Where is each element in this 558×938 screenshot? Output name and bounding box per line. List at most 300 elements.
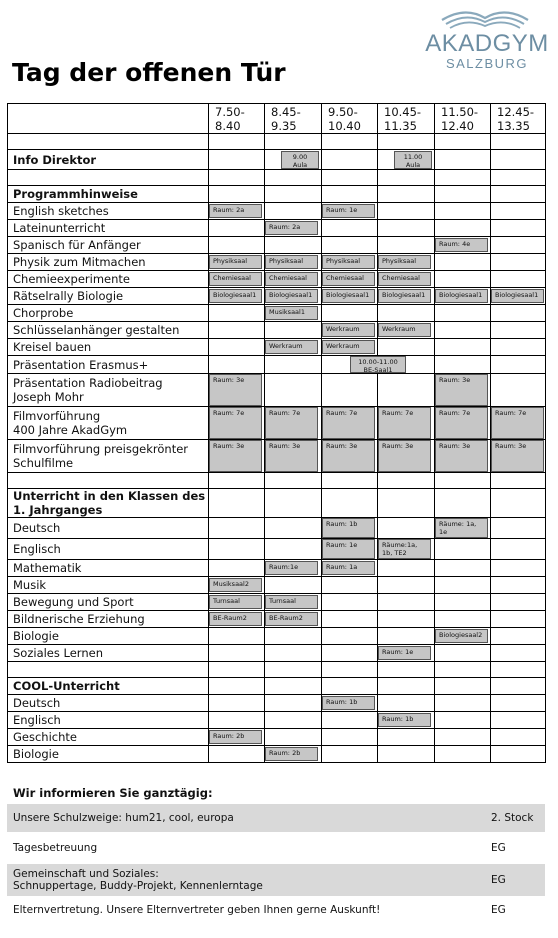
time-slot-header: 12.45- 13.35 bbox=[491, 104, 546, 134]
table-cell bbox=[322, 518, 378, 539]
row-label: Biologie bbox=[8, 628, 209, 645]
table-cell bbox=[8, 170, 209, 186]
room-slot: Raum: 3e bbox=[435, 374, 488, 406]
table-cell bbox=[491, 628, 546, 645]
table-cell bbox=[265, 539, 322, 560]
row-label: Englisch bbox=[8, 712, 209, 729]
room-slot: Raum:1e bbox=[265, 561, 318, 575]
table-cell bbox=[435, 645, 491, 662]
info-location: 2. Stock bbox=[491, 812, 534, 824]
table-cell bbox=[435, 560, 491, 577]
table-cell bbox=[378, 237, 435, 254]
table-cell bbox=[491, 489, 546, 518]
table-cell bbox=[8, 134, 209, 150]
table-cell bbox=[209, 712, 265, 729]
room-slot: Chemiesaal bbox=[378, 272, 431, 286]
table-cell bbox=[378, 254, 435, 271]
info-row bbox=[7, 896, 545, 924]
table-row bbox=[8, 729, 546, 746]
table-cell bbox=[322, 374, 378, 407]
row-label: Präsentation Radiobeitrag Joseph Mohr bbox=[8, 374, 209, 407]
table-cell bbox=[378, 322, 435, 339]
room-slot: Raum: 2b bbox=[209, 730, 262, 744]
table-cell bbox=[209, 356, 265, 374]
table-cell bbox=[322, 237, 378, 254]
row-label: Schlüsselanhänger gestalten bbox=[8, 322, 209, 339]
table-cell bbox=[378, 170, 435, 186]
table-cell bbox=[322, 440, 378, 473]
room-slot: Biologiesaal2 bbox=[435, 629, 488, 643]
room-slot: Raum: 7e bbox=[209, 407, 262, 439]
table-cell bbox=[491, 356, 546, 374]
room-slot: Chemiesaal bbox=[209, 272, 262, 286]
room-slot: Raum: 1b bbox=[378, 713, 431, 727]
info-row bbox=[7, 864, 545, 896]
room-slot: Raum: 7e bbox=[265, 407, 318, 439]
room-slot: BE-Raum2 bbox=[209, 612, 262, 626]
table-cell bbox=[491, 288, 546, 305]
table-row bbox=[8, 134, 546, 150]
table-row bbox=[8, 662, 546, 678]
table-cell bbox=[378, 150, 435, 170]
room-slot: Raum: 7e bbox=[378, 407, 431, 439]
table-cell bbox=[435, 746, 491, 763]
table-cell bbox=[265, 577, 322, 594]
table-cell bbox=[322, 628, 378, 645]
table-cell bbox=[322, 678, 378, 695]
table-cell bbox=[435, 271, 491, 288]
table-cell bbox=[491, 560, 546, 577]
room-slot: Werkraum bbox=[322, 340, 375, 354]
room-slot: Physiksaal bbox=[378, 255, 431, 269]
table-cell bbox=[265, 203, 322, 220]
page-title: Tag der offenen Tür bbox=[12, 58, 286, 87]
table-cell bbox=[265, 729, 322, 746]
table-cell bbox=[435, 539, 491, 560]
table-row bbox=[8, 489, 546, 518]
table-cell bbox=[322, 712, 378, 729]
table-cell bbox=[491, 729, 546, 746]
table-cell bbox=[491, 322, 546, 339]
table-cell bbox=[435, 134, 491, 150]
table-row bbox=[8, 645, 546, 662]
table-cell bbox=[491, 186, 546, 203]
table-cell bbox=[378, 374, 435, 407]
table-cell bbox=[322, 170, 378, 186]
table-cell bbox=[378, 271, 435, 288]
table-row bbox=[8, 271, 546, 288]
table-row bbox=[8, 322, 546, 339]
table-cell bbox=[209, 407, 265, 440]
table-cell bbox=[491, 220, 546, 237]
table-row bbox=[8, 288, 546, 305]
table-cell bbox=[435, 440, 491, 473]
room-slot: Räume:1a, 1b, TE2 bbox=[378, 539, 431, 559]
table-row bbox=[8, 440, 546, 473]
table-cell bbox=[491, 203, 546, 220]
room-slot: Werkraum bbox=[378, 323, 431, 337]
table-cell bbox=[378, 628, 435, 645]
table-cell bbox=[265, 254, 322, 271]
room-slot: Raum: 7e bbox=[491, 407, 544, 439]
table-row bbox=[8, 746, 546, 763]
table-cell bbox=[322, 288, 378, 305]
table-cell bbox=[322, 254, 378, 271]
table-cell bbox=[435, 356, 491, 374]
table-row bbox=[8, 678, 546, 695]
table-cell bbox=[265, 374, 322, 407]
table-cell bbox=[209, 645, 265, 662]
table-cell bbox=[491, 134, 546, 150]
table-cell bbox=[209, 150, 265, 170]
table-cell bbox=[265, 678, 322, 695]
room-slot: Raum: 2a bbox=[265, 221, 318, 235]
table-cell bbox=[265, 186, 322, 203]
table-cell bbox=[378, 560, 435, 577]
table-row bbox=[8, 150, 546, 170]
table-cell bbox=[491, 374, 546, 407]
table-cell bbox=[378, 440, 435, 473]
table-cell bbox=[322, 746, 378, 763]
table-cell bbox=[209, 134, 265, 150]
section-heading: COOL-Unterricht bbox=[8, 678, 209, 695]
table-cell bbox=[435, 254, 491, 271]
table-cell bbox=[209, 628, 265, 645]
table-cell bbox=[378, 577, 435, 594]
table-cell bbox=[378, 305, 435, 322]
room-slot: Raum: 3e bbox=[209, 440, 262, 472]
table-cell bbox=[265, 695, 322, 712]
info-text: Gemeinschaft und Soziales: Schnuppertage, Buddy-Projekt, Kennenlerntage bbox=[13, 868, 263, 892]
table-cell bbox=[378, 288, 435, 305]
table-cell bbox=[491, 254, 546, 271]
table-cell bbox=[435, 729, 491, 746]
table-cell bbox=[435, 678, 491, 695]
table-row bbox=[8, 407, 546, 440]
table-cell bbox=[435, 374, 491, 407]
room-slot: Raum: 1e bbox=[322, 204, 375, 218]
table-cell bbox=[491, 539, 546, 560]
table-cell bbox=[435, 577, 491, 594]
table-cell bbox=[209, 473, 265, 489]
table-cell bbox=[265, 220, 322, 237]
table-cell bbox=[435, 518, 491, 539]
room-slot: Physiksaal bbox=[265, 255, 318, 269]
row-label: Deutsch bbox=[8, 695, 209, 712]
table-cell bbox=[322, 271, 378, 288]
table-cell bbox=[322, 339, 378, 356]
room-slot: Raum: 1a bbox=[322, 561, 375, 575]
row-label: Präsentation Erasmus+ bbox=[8, 356, 209, 374]
table-cell bbox=[435, 489, 491, 518]
table-cell bbox=[491, 473, 546, 489]
table-cell bbox=[378, 746, 435, 763]
table-cell bbox=[209, 611, 265, 628]
row-label: Chorprobe bbox=[8, 305, 209, 322]
table-cell bbox=[491, 678, 546, 695]
table-cell bbox=[322, 577, 378, 594]
table-cell bbox=[322, 473, 378, 489]
table-cell bbox=[491, 305, 546, 322]
schedule-table bbox=[7, 103, 546, 763]
table-cell bbox=[435, 203, 491, 220]
row-label: Spanisch für Anfänger bbox=[8, 237, 209, 254]
table-cell bbox=[265, 170, 322, 186]
info-location: EG bbox=[491, 874, 506, 886]
table-cell bbox=[209, 186, 265, 203]
room-slot: Turnsaal bbox=[209, 595, 262, 609]
table-cell bbox=[322, 611, 378, 628]
table-cell bbox=[209, 440, 265, 473]
room-slot: Raum: 3e bbox=[435, 440, 488, 472]
room-slot: Physiksaal bbox=[209, 255, 262, 269]
table-cell bbox=[265, 339, 322, 356]
table-cell bbox=[209, 560, 265, 577]
table-cell bbox=[209, 220, 265, 237]
table-cell bbox=[378, 729, 435, 746]
table-cell bbox=[378, 539, 435, 560]
table-cell bbox=[322, 150, 378, 170]
table-cell bbox=[378, 186, 435, 203]
table-cell bbox=[378, 220, 435, 237]
table-row bbox=[8, 628, 546, 645]
table-row bbox=[8, 594, 546, 611]
table-cell bbox=[378, 489, 435, 518]
table-row bbox=[8, 695, 546, 712]
table-cell bbox=[378, 662, 435, 678]
table-cell bbox=[322, 203, 378, 220]
room-slot: Raum: 1e bbox=[322, 539, 375, 559]
table-cell bbox=[265, 594, 322, 611]
table-cell bbox=[491, 237, 546, 254]
table-cell bbox=[209, 237, 265, 254]
room-slot: Turnsaal bbox=[265, 595, 318, 609]
table-cell bbox=[491, 271, 546, 288]
table-cell bbox=[378, 339, 435, 356]
table-cell bbox=[209, 203, 265, 220]
row-label: Mathematik bbox=[8, 560, 209, 577]
table-cell bbox=[378, 134, 435, 150]
table-cell bbox=[209, 288, 265, 305]
room-slot: Musiksaal1 bbox=[265, 306, 318, 320]
info-text: Unsere Schulzweige: hum21, cool, europa bbox=[13, 812, 234, 824]
room-slot: Raum: 1b bbox=[322, 518, 375, 538]
table-cell bbox=[435, 220, 491, 237]
table-row bbox=[8, 374, 546, 407]
table-cell bbox=[322, 186, 378, 203]
table-cell bbox=[8, 104, 209, 134]
table-cell bbox=[435, 628, 491, 645]
row-label: Physik zum Mitmachen bbox=[8, 254, 209, 271]
table-cell bbox=[209, 170, 265, 186]
room-slot: Biologiesaal1 bbox=[378, 289, 431, 303]
table-cell bbox=[435, 695, 491, 712]
table-cell bbox=[265, 518, 322, 539]
table-cell bbox=[435, 594, 491, 611]
table-cell bbox=[435, 150, 491, 170]
table-cell bbox=[378, 712, 435, 729]
room-slot: Werkraum bbox=[265, 340, 318, 354]
table-row bbox=[8, 560, 546, 577]
room-slot: Raum: 3e bbox=[265, 440, 318, 472]
table-cell bbox=[265, 440, 322, 473]
room-slot: Biologiesaal1 bbox=[209, 289, 262, 303]
table-cell bbox=[265, 407, 322, 440]
table-cell bbox=[491, 712, 546, 729]
table-cell bbox=[322, 662, 378, 678]
room-slot: Werkraum bbox=[322, 323, 375, 337]
row-label: Info Direktor bbox=[8, 150, 209, 170]
table-cell bbox=[209, 577, 265, 594]
row-label: Lateinunterricht bbox=[8, 220, 209, 237]
table-cell bbox=[322, 695, 378, 712]
table-cell bbox=[8, 473, 209, 489]
row-label: Musik bbox=[8, 577, 209, 594]
table-cell bbox=[265, 305, 322, 322]
table-cell bbox=[265, 611, 322, 628]
table-cell bbox=[322, 594, 378, 611]
table-row bbox=[8, 203, 546, 220]
table-cell bbox=[491, 746, 546, 763]
table-cell bbox=[209, 746, 265, 763]
room-slot: Physiksaal bbox=[322, 255, 375, 269]
table-row bbox=[8, 539, 546, 560]
section-heading: Programmhinweise bbox=[8, 186, 209, 203]
time-slot-header: 9.50- 10.40 bbox=[322, 104, 378, 134]
row-label: Deutsch bbox=[8, 518, 209, 539]
table-cell bbox=[209, 305, 265, 322]
table-cell bbox=[265, 628, 322, 645]
table-cell bbox=[491, 407, 546, 440]
room-slot: 11.00 Aula bbox=[394, 151, 432, 169]
room-slot: Biologiesaal1 bbox=[265, 289, 318, 303]
table-cell bbox=[209, 729, 265, 746]
table-cell bbox=[265, 288, 322, 305]
table-cell bbox=[491, 645, 546, 662]
info-table bbox=[7, 804, 545, 924]
table-row bbox=[8, 237, 546, 254]
table-row bbox=[8, 473, 546, 489]
logo-city: SALZBURG bbox=[445, 56, 529, 71]
room-slot: Chemiesaal bbox=[265, 272, 318, 286]
table-cell bbox=[209, 518, 265, 539]
table-cell bbox=[265, 150, 322, 170]
table-cell bbox=[265, 322, 322, 339]
room-slot: Musiksaal2 bbox=[209, 578, 262, 592]
table-cell bbox=[209, 539, 265, 560]
table-cell bbox=[265, 134, 322, 150]
row-label: Bewegung und Sport bbox=[8, 594, 209, 611]
table-cell bbox=[209, 271, 265, 288]
info-text: Tagesbetreuung bbox=[13, 842, 98, 854]
row-label: Chemieexperimente bbox=[8, 271, 209, 288]
row-label: Biologie bbox=[8, 746, 209, 763]
table-cell bbox=[378, 203, 435, 220]
table-cell bbox=[435, 322, 491, 339]
table-cell bbox=[265, 560, 322, 577]
room-slot: Räume: 1a, 1e bbox=[435, 518, 488, 538]
table-cell bbox=[322, 729, 378, 746]
room-slot: Raum: 1e bbox=[378, 646, 431, 660]
table-cell bbox=[322, 134, 378, 150]
room-slot: Biologiesaal1 bbox=[491, 289, 544, 303]
table-cell bbox=[435, 473, 491, 489]
table-cell bbox=[435, 339, 491, 356]
table-cell bbox=[491, 518, 546, 539]
table-row bbox=[8, 104, 546, 134]
room-slot: Raum: 3e bbox=[209, 374, 262, 406]
room-slot: Raum: 3e bbox=[378, 440, 431, 472]
table-cell bbox=[209, 594, 265, 611]
table-cell bbox=[378, 695, 435, 712]
room-slot: Biologiesaal1 bbox=[322, 289, 375, 303]
table-row bbox=[8, 220, 546, 237]
table-cell bbox=[265, 662, 322, 678]
room-slot: Raum: 7e bbox=[435, 407, 488, 439]
table-cell bbox=[491, 594, 546, 611]
room-slot: Biologiesaal1 bbox=[435, 289, 488, 303]
time-slot-header: 11.50- 12.40 bbox=[435, 104, 491, 134]
table-cell bbox=[435, 407, 491, 440]
row-label: Filmvorführung 400 Jahre AkadGym bbox=[8, 407, 209, 440]
table-row bbox=[8, 254, 546, 271]
info-row bbox=[7, 804, 545, 832]
info-location: EG bbox=[491, 842, 506, 854]
room-slot: Raum: 4e bbox=[435, 238, 488, 252]
table-cell bbox=[265, 473, 322, 489]
section-heading: Unterricht in den Klassen des 1. Jahrganges bbox=[8, 489, 209, 518]
table-row bbox=[8, 305, 546, 322]
table-cell bbox=[322, 407, 378, 440]
table-row bbox=[8, 339, 546, 356]
time-slot-header: 7.50- 8.40 bbox=[209, 104, 265, 134]
table-cell bbox=[209, 678, 265, 695]
table-row bbox=[8, 712, 546, 729]
info-text: Elternvertretung. Unsere Elternvertreter geben Ihnen gerne Auskunft! bbox=[13, 904, 381, 916]
row-label: Kreisel bauen bbox=[8, 339, 209, 356]
table-cell bbox=[209, 374, 265, 407]
table-cell bbox=[378, 645, 435, 662]
table-cell bbox=[378, 518, 435, 539]
row-label: Bildnerische Erziehung bbox=[8, 611, 209, 628]
row-label: English sketches bbox=[8, 203, 209, 220]
table-cell bbox=[491, 611, 546, 628]
table-cell bbox=[491, 170, 546, 186]
table-cell bbox=[209, 322, 265, 339]
room-slot: Raum: 2b bbox=[265, 747, 318, 761]
room-slot: BE-Raum2 bbox=[265, 612, 318, 626]
time-slot-header: 10.45- 11.35 bbox=[378, 104, 435, 134]
table-cell bbox=[8, 662, 209, 678]
table-row bbox=[8, 577, 546, 594]
table-cell bbox=[435, 186, 491, 203]
table-cell bbox=[322, 489, 378, 518]
table-cell bbox=[435, 712, 491, 729]
row-label: Rätselrally Biologie bbox=[8, 288, 209, 305]
row-label: Englisch bbox=[8, 539, 209, 560]
table-cell bbox=[491, 339, 546, 356]
table-row bbox=[8, 611, 546, 628]
table-cell bbox=[322, 305, 378, 322]
room-slot: Raum: 3e bbox=[322, 440, 375, 472]
table-cell bbox=[265, 645, 322, 662]
table-cell bbox=[209, 489, 265, 518]
table-cell bbox=[491, 440, 546, 473]
table-cell bbox=[491, 695, 546, 712]
table-cell bbox=[265, 271, 322, 288]
room-slot: 9.00 Aula bbox=[281, 151, 319, 169]
table-cell bbox=[435, 305, 491, 322]
